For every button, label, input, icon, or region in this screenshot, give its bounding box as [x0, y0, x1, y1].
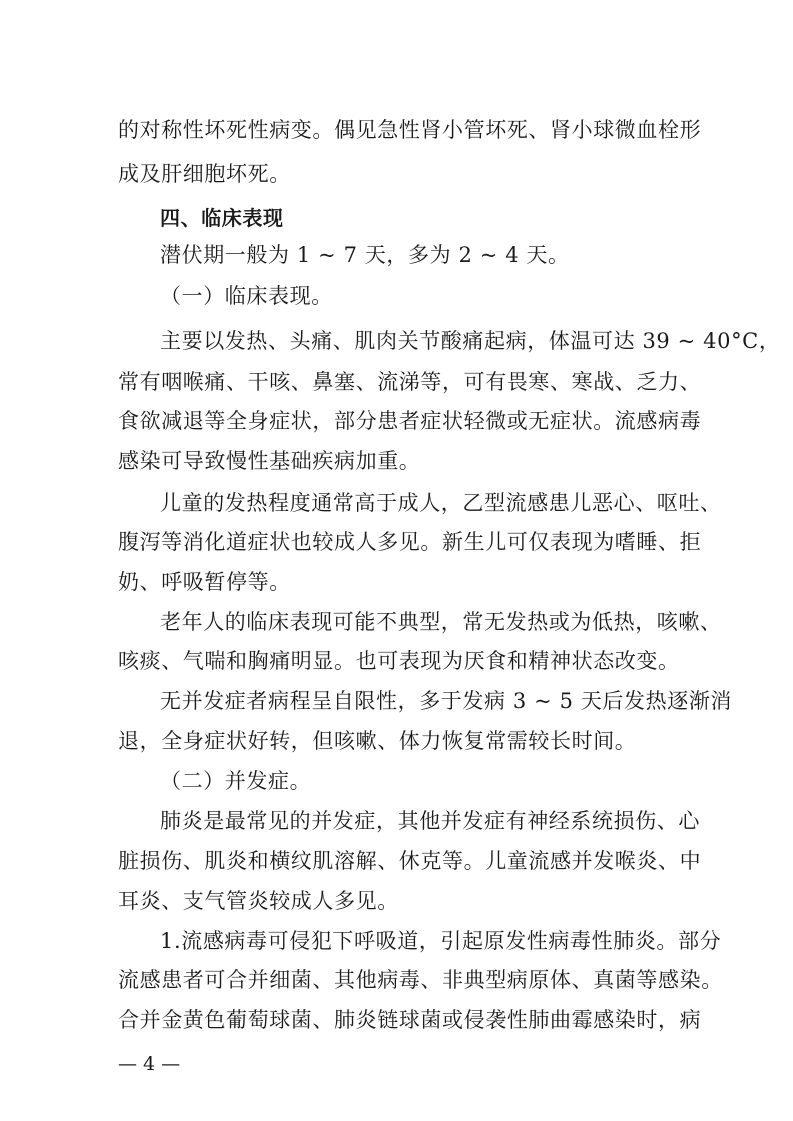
text-line: 成及肝细胞坏死。	[118, 162, 291, 186]
text-line: 感染可导致慢性基础疾病加重。	[118, 449, 421, 473]
text-line: 奶、呼吸暂停等。	[118, 570, 291, 594]
text-line: 的对称性坏死性病变。偶见急性肾小管坏死、肾小球微血栓形	[118, 118, 702, 142]
text-line: 老年人的临床表现可能不典型，常无发热或为低热，咳嗽、	[160, 610, 722, 634]
text-line: 常有咽喉痛、干咳、鼻塞、流涕等，可有畏寒、寒战、乏力、	[118, 370, 702, 394]
section-heading: 四、临床表现	[160, 206, 284, 230]
text-line: 食欲减退等全身症状，部分患者症状轻微或无症状。流感病毒	[118, 409, 702, 433]
text-line: 咳痰、气喘和胸痛明显。也可表现为厌食和精神状态改变。	[118, 649, 680, 673]
text-line: 肺炎是最常见的并发症，其他并发症有神经系统损伤、心	[160, 809, 700, 833]
text-line: 无并发症者病程呈自限性，多于发病 3 ~ 5 天后发热逐渐消	[160, 689, 733, 713]
text-line: 脏损伤、肌炎和横纹肌溶解、休克等。儿童流感并发喉炎、中	[118, 849, 702, 873]
subsection-heading: （一）临床表现。	[160, 284, 333, 308]
text-line: 儿童的发热程度通常高于成人，乙型流感患儿恶心、呕吐、	[160, 491, 722, 515]
text-line: 耳炎、支气管炎较成人多见。	[118, 889, 399, 913]
text-line: 1.流感病毒可侵犯下呼吸道，引起原发性病毒性肺炎。部分	[160, 929, 722, 953]
text-line: 潜伏期一般为 1 ~ 7 天，多为 2 ~ 4 天。	[160, 243, 570, 267]
text-line: 合并金黄色葡萄球菌、肺炎链球菌或侵袭性肺曲霉感染时，病	[118, 1008, 702, 1032]
text-line: 退，全身症状好转，但咳嗽、体力恢复常需较长时间。	[118, 729, 637, 753]
subsection-heading: （二）并发症。	[160, 769, 312, 793]
page-number: — 4 —	[118, 1053, 181, 1075]
text-line: 流感患者可合并细菌、其他病毒、非典型病原体、真菌等感染。	[118, 968, 723, 992]
text-line: 主要以发热、头痛、肌肉关节酸痛起病，体温可达 39 ~ 40°C，	[160, 329, 781, 353]
text-line: 腹泻等消化道症状也较成人多见。新生儿可仅表现为嗜睡、拒	[118, 530, 702, 554]
